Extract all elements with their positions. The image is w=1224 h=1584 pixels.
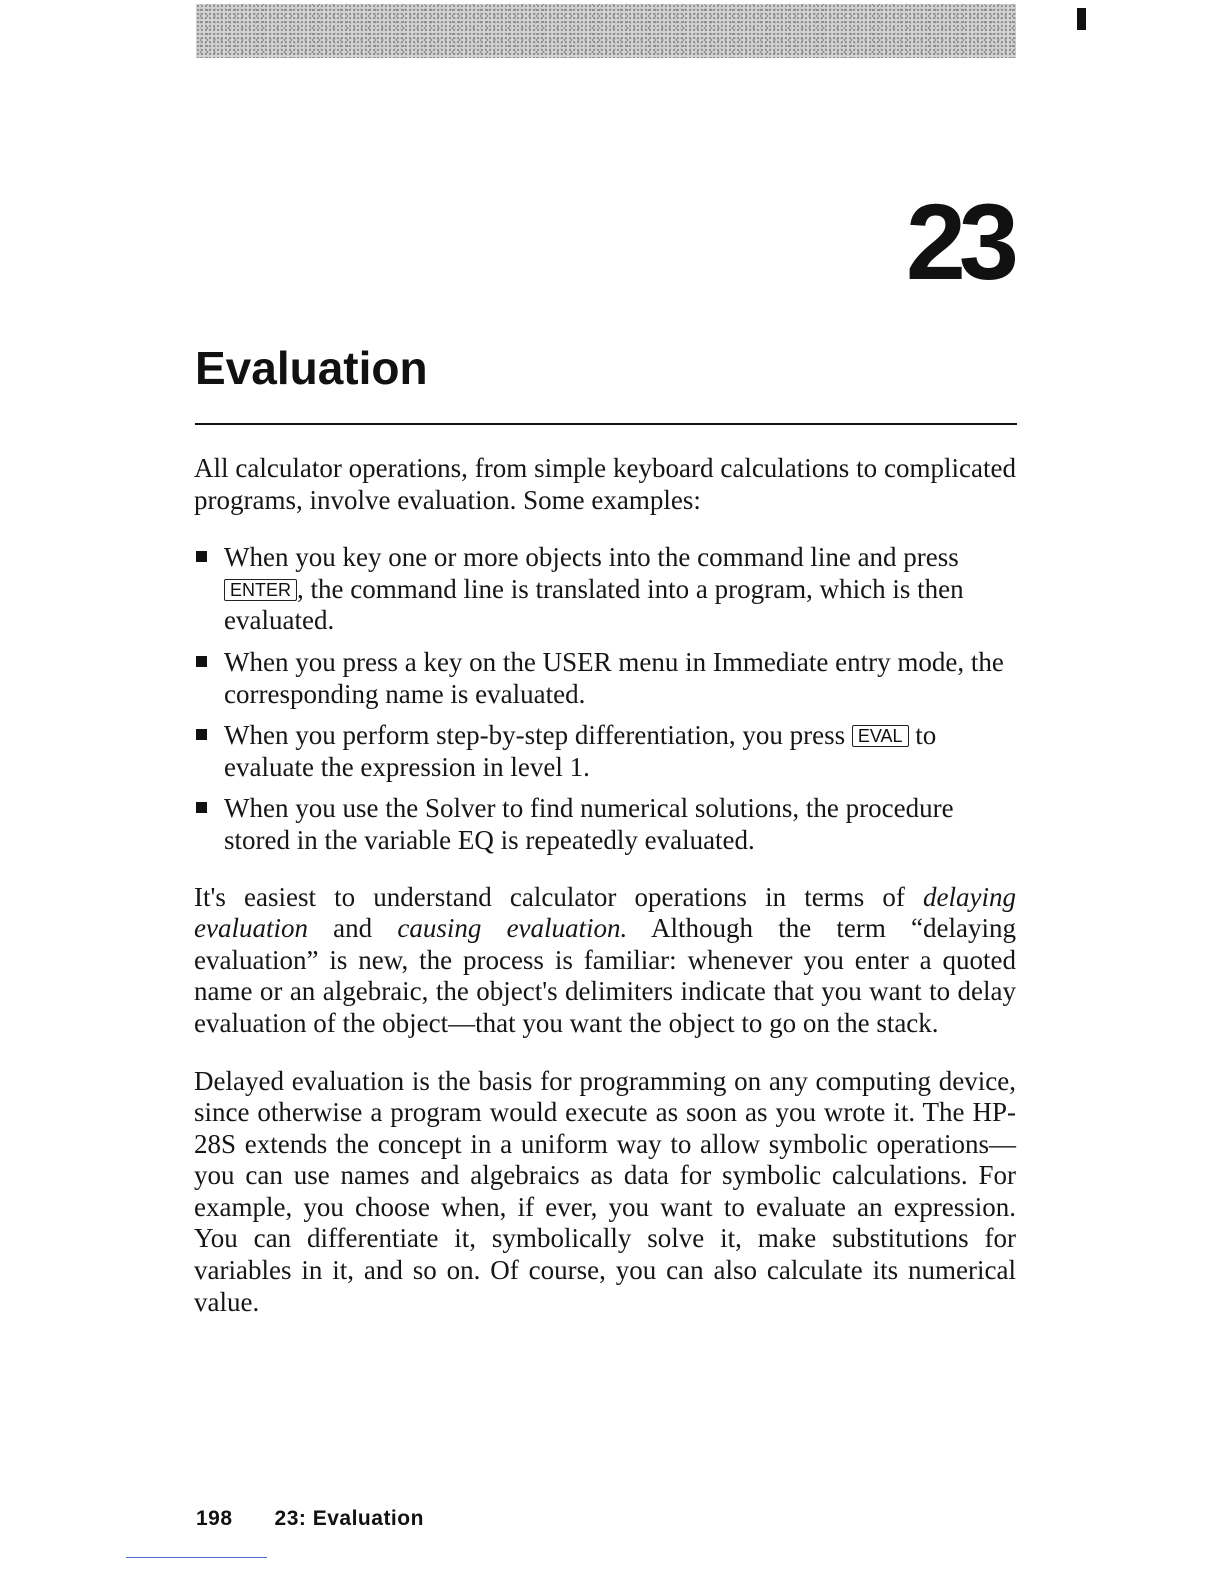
list-item — [194, 647, 1016, 710]
bullet-square-icon — [196, 551, 207, 562]
footer-divider — [126, 1557, 267, 1558]
paragraph-text: It's easiest to understand calculator operations in terms of — [194, 881, 924, 912]
page-footer — [196, 1507, 424, 1531]
list-item-text: When you perform step-by-step differentiation, you press — [224, 720, 852, 751]
list-item-text: When you key one or more objects into the command line and press — [224, 542, 959, 573]
paragraph-text: Although the term “delaying evaluation” is new, the process is familiar: whenever you enter a quoted name or an algebraic, the object's delimiters indicate that you want to delay evaluation of the object—that you want the object to go on the stack. — [194, 913, 1017, 1038]
list-item-text: , the command line is translated into a program, which is then evaluated. — [224, 573, 964, 636]
delayed-evaluation-paragraph: Delayed evaluation is the basis for programming on any computing device, since otherwise a program would execute as soon as you wrote it. The HP-28S extends the concept in a uniform way to allow symbolic operations—you can use names and algebraics as data for symbolic calculations. For example, you choose when, if ever, you want to evaluate an expression. You can differentiate it, symbolically solve it, make substitutions for variables in it, and so on. Of course, you can also calculate its numerical value. — [194, 1065, 1016, 1317]
paragraph-text: and — [307, 913, 398, 944]
emphasis-term: causing evaluation. — [397, 913, 628, 944]
delaying-evaluation-paragraph — [194, 882, 1016, 1040]
bullet-square-icon — [196, 729, 207, 740]
list-item-text: to evaluate the expression in level 1. — [224, 720, 937, 782]
enter-key-icon: ENTER — [224, 579, 297, 601]
chapter-number: 23 — [905, 181, 1012, 302]
emphasis-term: delaying evaluation — [194, 881, 1016, 944]
list-item-text: When you press a key on the USER menu in Immediate entry mode, the corresponding name is evaluated. — [224, 646, 1004, 709]
page-number: 198 — [196, 1507, 233, 1530]
intro-paragraph: All calculator operations, from simple keyboard calculations to complicated programs, involve evaluation. Some examples: — [194, 453, 1016, 515]
list-item — [194, 793, 1016, 856]
eval-key-icon: EVAL — [852, 725, 909, 747]
chapter-body — [194, 453, 1016, 1318]
running-title: 23: Evaluation — [274, 1507, 424, 1530]
header-halftone-band — [196, 4, 1016, 58]
examples-list — [194, 542, 1016, 856]
bullet-square-icon — [196, 656, 207, 667]
page-edge-mark — [1077, 8, 1086, 30]
list-item — [194, 720, 1016, 783]
bullet-square-icon — [196, 802, 207, 813]
list-item — [194, 542, 1016, 637]
list-item-text: When you use the Solver to find numerical solutions, the procedure stored in the variable EQ is repeatedly evaluated. — [224, 793, 954, 855]
title-rule — [195, 423, 1017, 425]
chapter-title: Evaluation — [195, 342, 428, 394]
